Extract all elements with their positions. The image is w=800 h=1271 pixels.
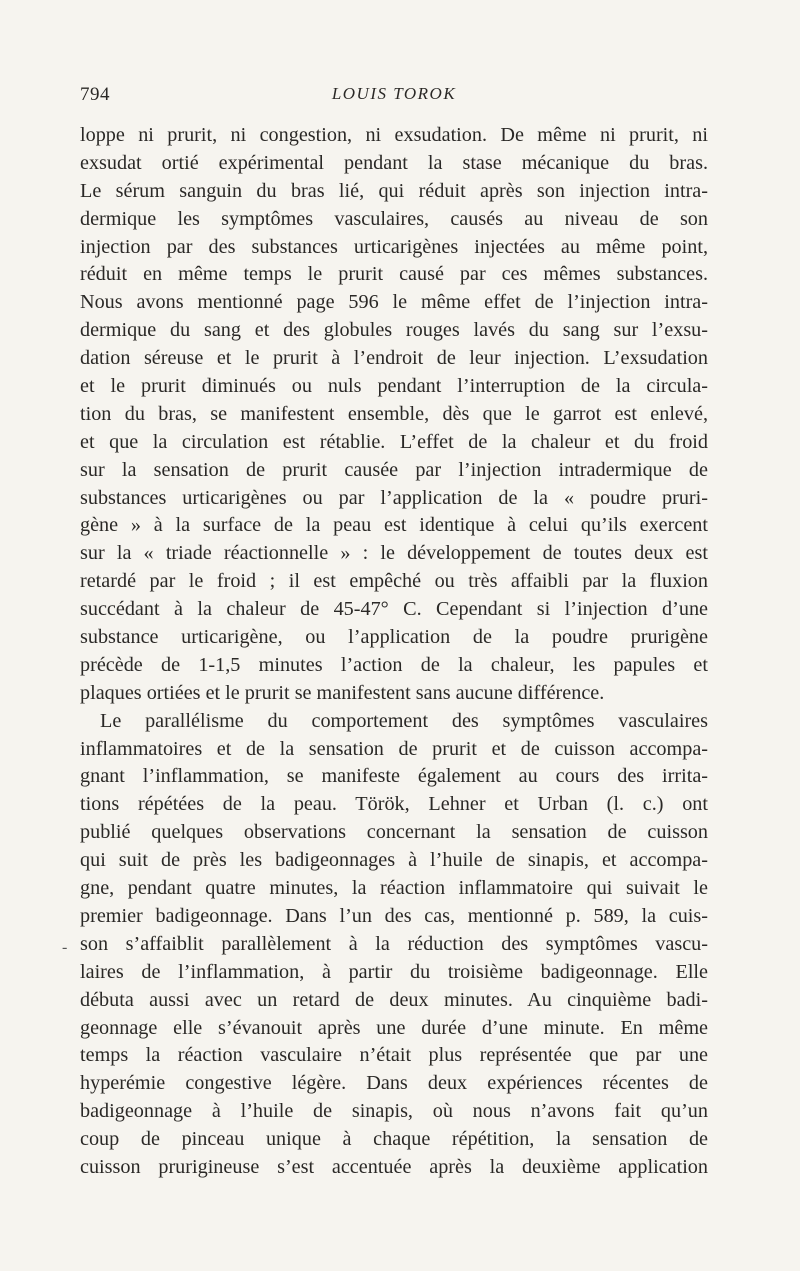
text-line: inflammatoires et de la sensation de prurit et de cuisson accompa- (80, 737, 708, 760)
text-line: gnant l’inflammation, se manifeste également au cours des irrita- (80, 765, 708, 788)
text-line: succédant à la chaleur de 45-47° C. Cependant si l’injection d’une (80, 598, 708, 621)
text-line: badigeonnage à l’huile de sinapis, où nous n’avons fait qu’un (80, 1100, 708, 1123)
text-line: plaques ortiées et le prurit se manifestent sans aucune différence. (80, 681, 605, 704)
page-header (80, 84, 708, 114)
text-line: sur la « triade réactionnelle » : le développement de toutes deux est (80, 542, 708, 565)
text-line: tion du bras, se manifestent ensemble, dès que le garrot est enlevé, (80, 402, 708, 425)
text-line: cuisson prurigineuse s’est accentuée après la deuxième application (80, 1155, 708, 1178)
running-head: LOUIS TOROK (331, 84, 457, 103)
text-line: retardé par le froid ; il est empêché ou très affaibli par la fluxion (80, 570, 708, 593)
body-text (80, 122, 708, 1182)
text-line: hyperémie congestive légère. Dans deux expériences récentes de (80, 1072, 708, 1095)
text-line: son s’affaiblit parallèlement à la réduction des symptômes vascu- (80, 932, 708, 955)
text-line: gne, pendant quatre minutes, la réaction inflammatoire qui suivait le (80, 877, 708, 900)
text-line: exsudat ortié expérimental pendant la stase mécanique du bras. (80, 151, 708, 174)
text-line: précède de 1-1,5 minutes l’action de la chaleur, les papules et (80, 653, 708, 676)
text-line: injection par des substances urticarigènes injectées au même point, (80, 235, 708, 258)
text-line: geonnage elle s’évanouit après une durée d’une minute. En même (80, 1016, 708, 1039)
text-line: Le parallélisme du comportement des symptômes vasculaires (100, 709, 708, 732)
text-line: qui suit de près les badigeonnages à l’huile de sinapis, et accompa- (80, 849, 708, 872)
text-line: gène » à la surface de la peau est identique à celui qu’ils exercent (80, 514, 708, 537)
page-number: 794 (80, 84, 110, 105)
text-line: temps la réaction vasculaire n’était plus représentée que par une (80, 1044, 708, 1067)
margin-mark: - (62, 939, 68, 956)
text-line: sur la sensation de prurit causée par l’injection intradermique de (80, 458, 708, 481)
text-line: loppe ni prurit, ni congestion, ni exsudation. De même ni prurit, ni (80, 124, 708, 146)
text-line: réduit en même temps le prurit causé par ces mêmes substances. (80, 263, 708, 286)
text-line: substance urticarigène, ou l’application de la poudre prurigène (80, 626, 708, 649)
text-line: et le prurit diminués ou nuls pendant l’interruption de la circula- (80, 375, 708, 398)
text-line: dermique les symptômes vasculaires, causés au niveau de son (80, 207, 708, 230)
text-line: substances urticarigènes ou par l’application de la « poudre pruri- (80, 486, 708, 509)
text-line: dermique du sang et des globules rouges lavés du sang sur l’exsu- (80, 319, 708, 342)
text-line: Le sérum sanguin du bras lié, qui réduit après son injection intra- (80, 179, 708, 202)
text-line: Nous avons mentionné page 596 le même effet de l’injection intra- (80, 291, 708, 314)
text-line: coup de pinceau unique à chaque répétition, la sensation de (80, 1128, 708, 1151)
text-line: débuta aussi avec un retard de deux minutes. Au cinquième badi- (80, 988, 708, 1011)
text-line: dation séreuse et le prurit à l’endroit de leur injection. L’exsudation (80, 347, 708, 370)
text-line: premier badigeonnage. Dans l’un des cas, mentionné p. 589, la cuis- (80, 904, 708, 927)
text-line: publié quelques observations concernant la sensation de cuisson (80, 821, 708, 844)
text-line: et que la circulation est rétablie. L’effet de la chaleur et du froid (80, 430, 708, 453)
text-line: tions répétées de la peau. Török, Lehner et Urban (l. c.) ont (80, 793, 708, 816)
text-line: laires de l’inflammation, à partir du troisième badigeonnage. Elle (80, 960, 708, 983)
